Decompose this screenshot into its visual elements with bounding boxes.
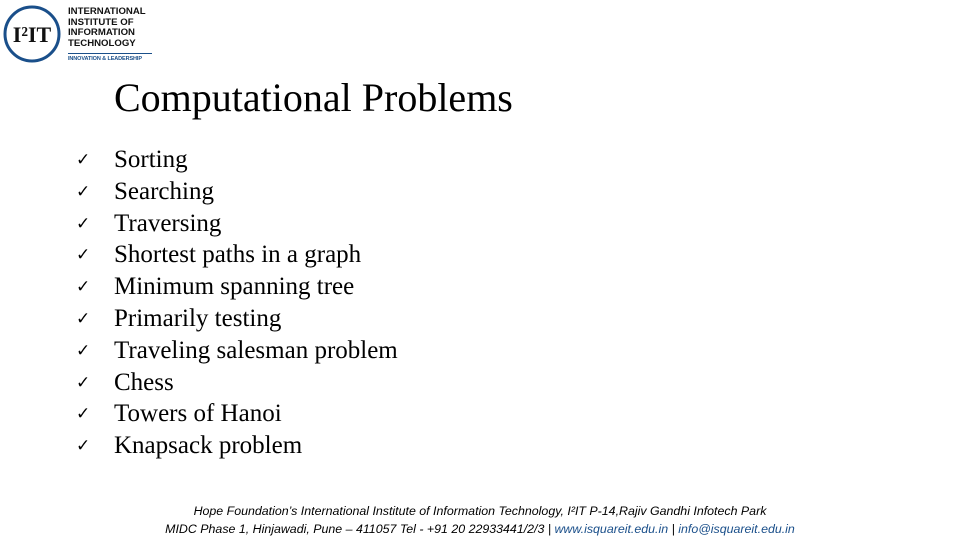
topic-item bbox=[76, 144, 398, 176]
topic-item bbox=[76, 271, 398, 303]
topic-label: Searching bbox=[114, 177, 214, 205]
check-mark-icon: ✓ bbox=[76, 213, 91, 233]
topic-item bbox=[76, 176, 398, 208]
logo-tagline: INNOVATION & LEADERSHIP bbox=[68, 56, 142, 62]
footer-line-2 bbox=[0, 520, 960, 538]
topic-item bbox=[76, 398, 398, 430]
check-mark-icon: ✓ bbox=[76, 340, 91, 360]
topic-label: Traversing bbox=[114, 209, 222, 237]
check-mark-icon: ✓ bbox=[76, 150, 91, 169]
topic-label: Traveling salesman problem bbox=[114, 336, 398, 364]
institute-name-line: INFORMATION bbox=[68, 27, 135, 39]
institute-name bbox=[68, 7, 154, 49]
topic-item bbox=[76, 208, 398, 240]
topic-label: Primarily testing bbox=[114, 304, 282, 332]
topic-label: Chess bbox=[114, 368, 174, 396]
i2it-logo-icon bbox=[2, 4, 62, 64]
footer-separator: | bbox=[668, 522, 679, 536]
logo-mark-text: I²IT bbox=[12, 22, 52, 47]
institute-name-line: INTERNATIONAL bbox=[68, 6, 146, 17]
topic-label: Knapsack problem bbox=[114, 432, 303, 460]
footer-line-1: Hope Foundation’s International Institute of Information Technology, I²IT P-14,Rajiv Gandhi Infotech Park bbox=[193, 504, 767, 518]
topic-label: Sorting bbox=[114, 146, 188, 173]
check-mark-icon: ✓ bbox=[76, 181, 91, 201]
check-mark-icon: ✓ bbox=[76, 308, 91, 328]
website-link[interactable]: www.isquareit.edu.in bbox=[554, 522, 669, 536]
footer-address: MIDC Phase 1, Hinjawadi, Pune – 411057 Tel - +91 20 22933441/2/3 | bbox=[165, 522, 555, 536]
institute-logo bbox=[2, 4, 154, 64]
email-link[interactable]: info@isquareit.edu.in bbox=[678, 522, 795, 536]
topic-list bbox=[76, 144, 398, 462]
check-mark-icon: ✓ bbox=[76, 277, 91, 297]
logo-divider bbox=[68, 53, 152, 54]
check-mark-icon: ✓ bbox=[76, 436, 91, 456]
check-mark-icon: ✓ bbox=[76, 404, 91, 424]
topic-item bbox=[76, 303, 398, 335]
topic-item bbox=[76, 239, 398, 271]
topic-label: Minimum spanning tree bbox=[114, 273, 355, 301]
check-mark-icon: ✓ bbox=[76, 372, 91, 392]
topic-label: Towers of Hanoi bbox=[114, 400, 282, 428]
check-mark-icon: ✓ bbox=[76, 245, 91, 265]
topic-label: Shortest paths in a graph bbox=[114, 241, 362, 269]
slide-title: Computational Problems bbox=[114, 75, 513, 120]
topic-item bbox=[76, 430, 398, 462]
topic-item bbox=[76, 335, 398, 367]
topic-item bbox=[76, 367, 398, 399]
institute-name-line: INSTITUTE OF bbox=[68, 16, 134, 28]
institute-name-line: TECHNOLOGY bbox=[68, 37, 136, 49]
footer bbox=[0, 502, 960, 538]
